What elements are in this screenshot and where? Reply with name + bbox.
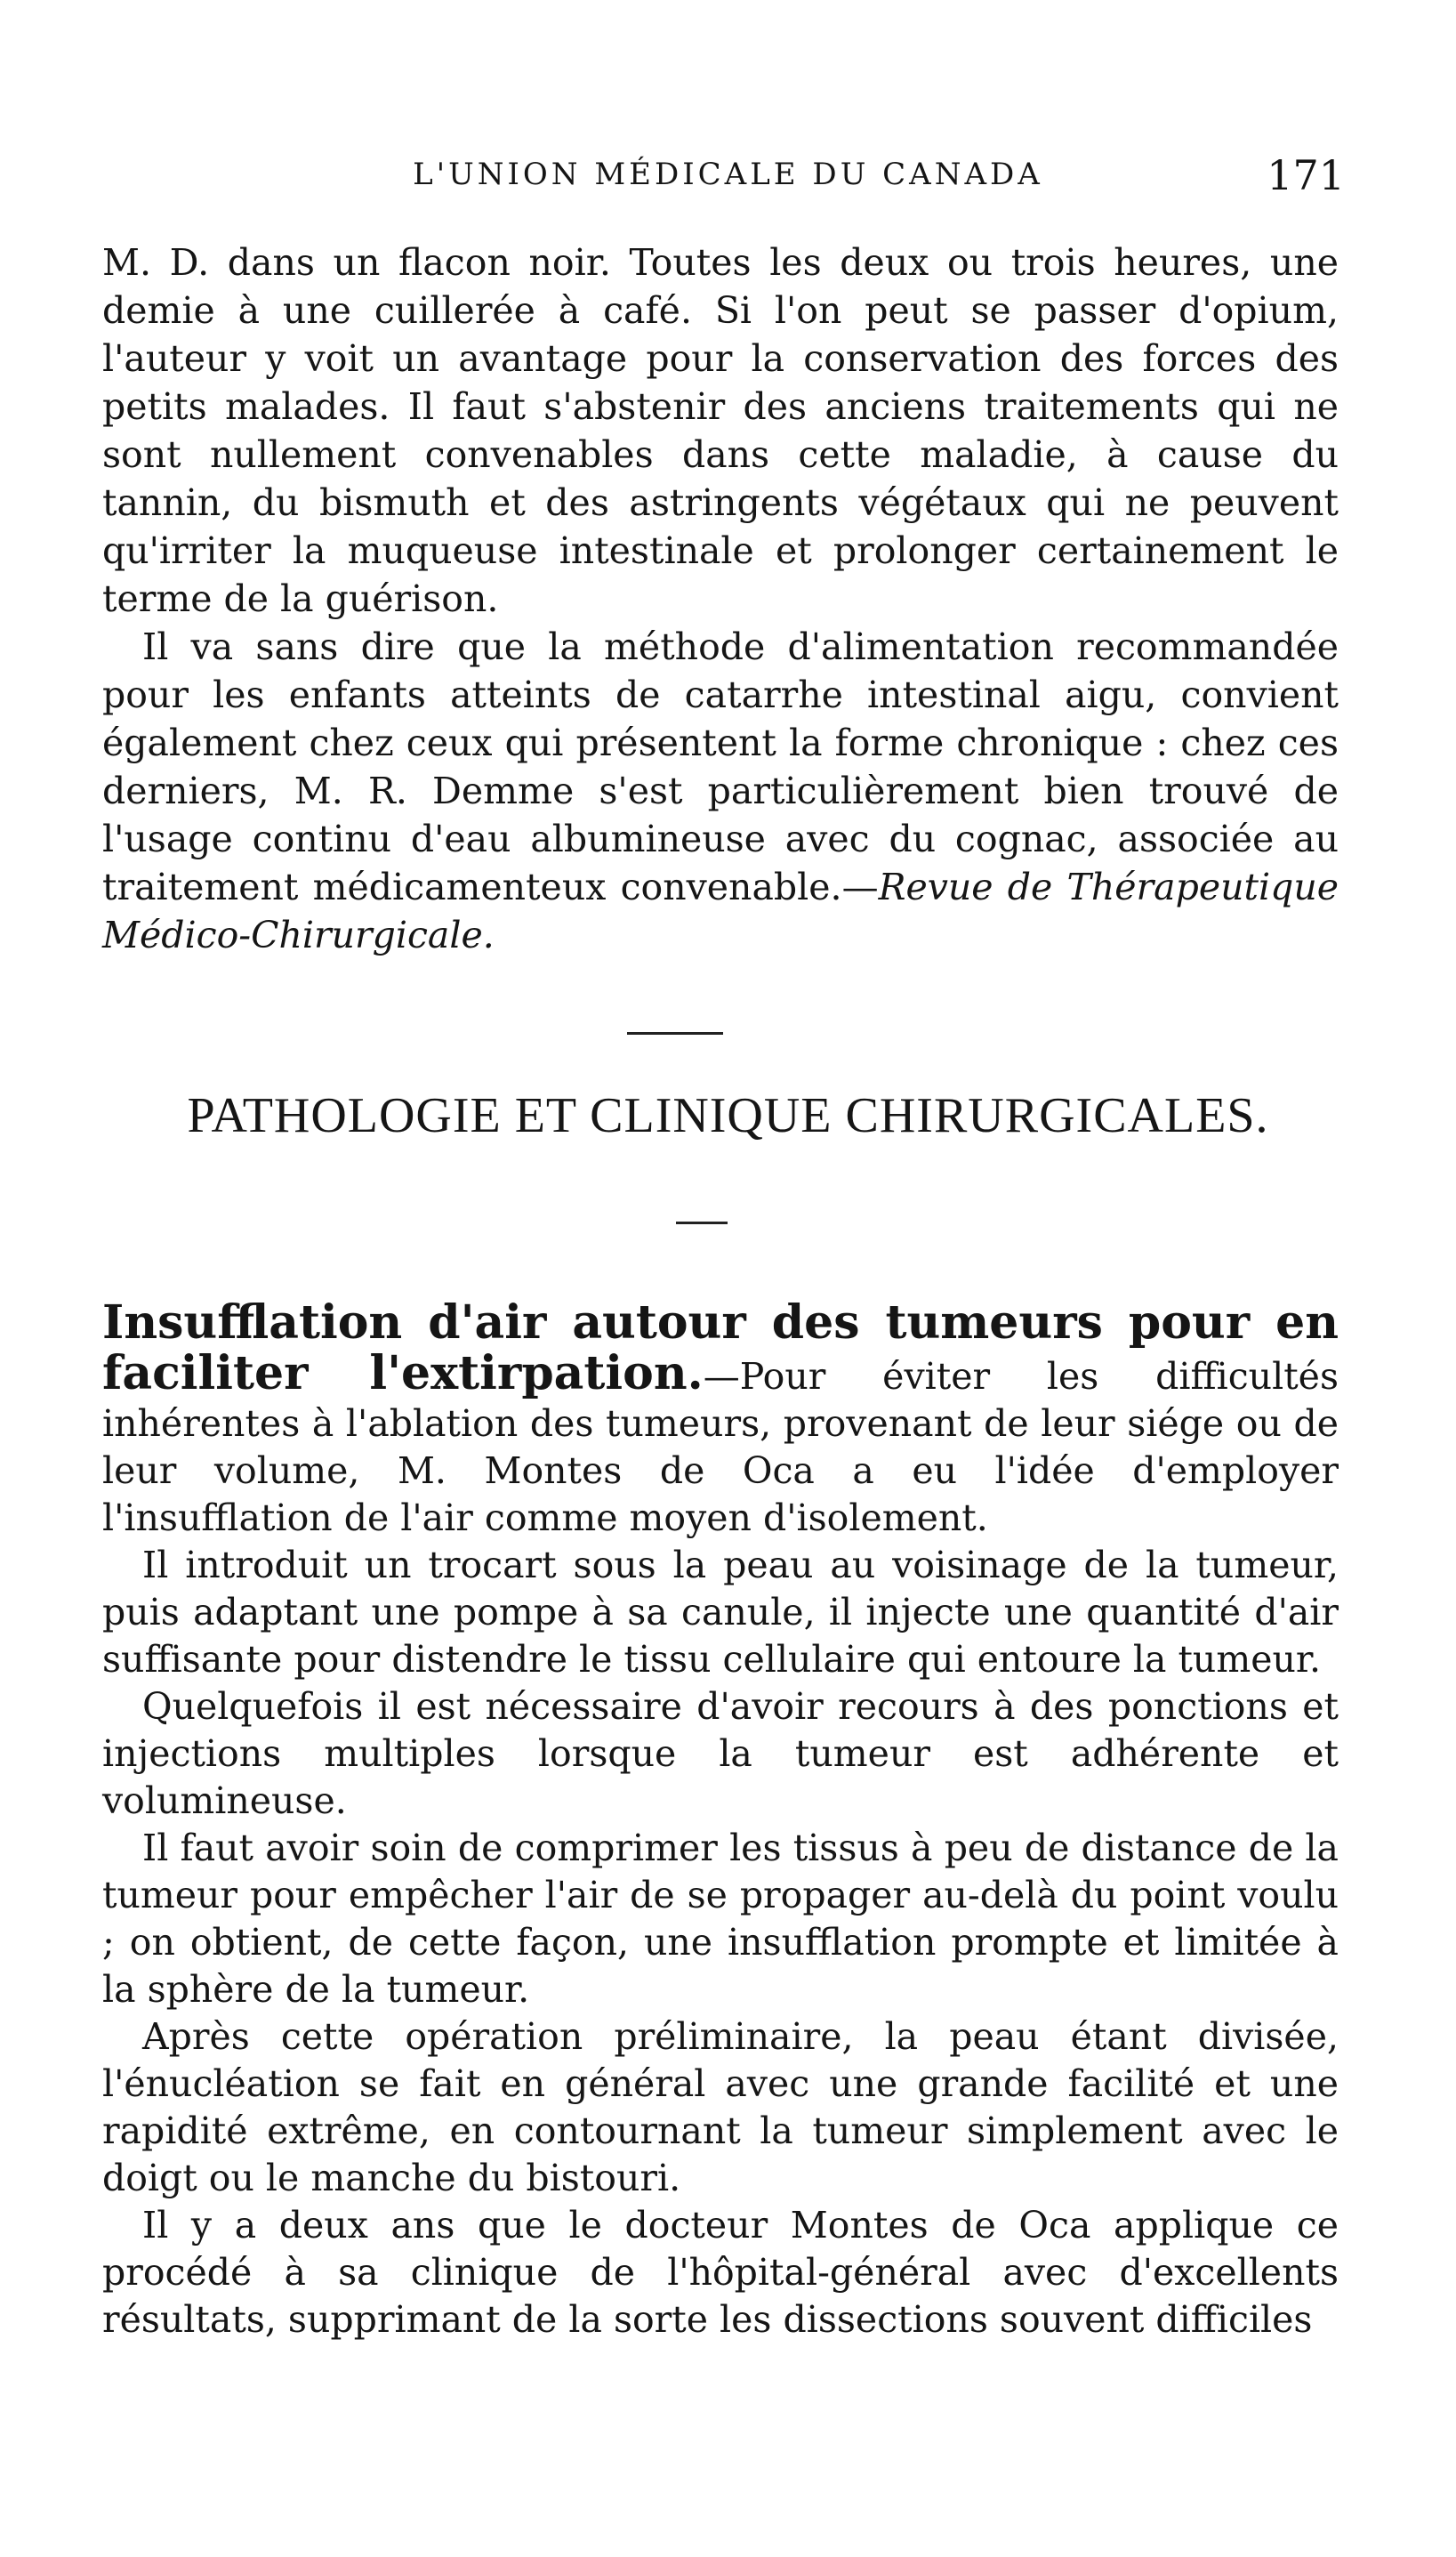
paragraph: Il y a deux ans que le docteur Montes de Oca applique ce procédé à sa clinique de l'hôpital-général avec d'excellents résultats, supprimant de la sorte les dissections souvent difficiles <box>102 2204 1339 2341</box>
paragraph: Quelquefois il est nécessaire d'avoir recours à des ponctions et injections multiples lorsque la tumeur est adhérente et volumineuse. <box>102 1685 1339 1822</box>
article-title: Insufflation d'air autour des tumeurs pour en faciliter l'extirpation. <box>102 1295 1339 1400</box>
paragraph: Après cette opération préliminaire, la peau étant divisée, l'énucléation se fait en général avec une grande facilité et une rapidité extrême, en contournant la tumeur simplement avec le doigt ou le manche du bistouri. <box>102 2015 1339 2199</box>
section-divider <box>627 1032 723 1035</box>
citation: Revue de Thérapeutique Médico-Chirurgicale. <box>102 866 1339 956</box>
paragraph <box>102 623 1339 959</box>
article-intro-paragraph <box>102 1295 1339 1542</box>
page-number: 171 <box>1267 151 1345 199</box>
article-intro: —Pour éviter les difficultés inhérentes à l'ablation des tumeurs, provenant de leur siége ou de leur volume, M. Montes de Oca a eu l'idée d'employer l'insufflation de l'air comme moyen d'isolement. <box>102 1355 1339 1539</box>
article <box>102 1295 1339 2343</box>
paragraph: M. D. dans un flacon noir. Toutes les deux ou trois heures, une demie à une cuillerée à café. Si l'on peut se passer d'opium, l'auteur y voit un avantage pour la conservation des forces des petits malades. Il faut s'abstenir des anciens traitements qui ne sont nullement convenables dans cette maladie, à cause du tannin, du bismuth et des astringents végétaux qui ne peuvent qu'irriter la muqueuse intestinale et prolonger certainement le terme de la guérison. <box>102 241 1339 620</box>
section-heading: PATHOLOGIE ET CLINIQUE CHIRURGICALES. <box>187 1088 1269 1143</box>
running-header <box>102 151 1354 210</box>
paragraph: Il introduit un trocart sous la peau au voisinage de la tumeur, puis adaptant une pompe à sa canule, il injecte une quantité d'air suffisante pour distendre le tissu cellulaire qui entoure la tumeur. <box>102 1544 1339 1681</box>
journal-title: L'UNION MÉDICALE DU CANADA <box>413 157 1043 192</box>
continued-article <box>102 238 1339 959</box>
paragraph-text: Il va sans dire que la méthode d'alimentation recommandée pour les enfants atteints de catarrhe intestinal aigu, convient également chez ceux qui présentent la forme chronique : chez ces derniers, M. R. Demme s'est particulièrement bien trouvé de l'usage continu d'eau albumineuse avec du cognac, associée au traitement médicamenteux convenable.— <box>102 625 1339 908</box>
paragraph: Il faut avoir soin de comprimer les tissus à peu de distance de la tumeur pour empêcher l'air de se propager au-delà du point voulu ; on obtient, de cette façon, une insufflation prompte et limitée à la sphère de la tumeur. <box>102 1827 1339 2011</box>
heading-divider <box>676 1222 728 1224</box>
